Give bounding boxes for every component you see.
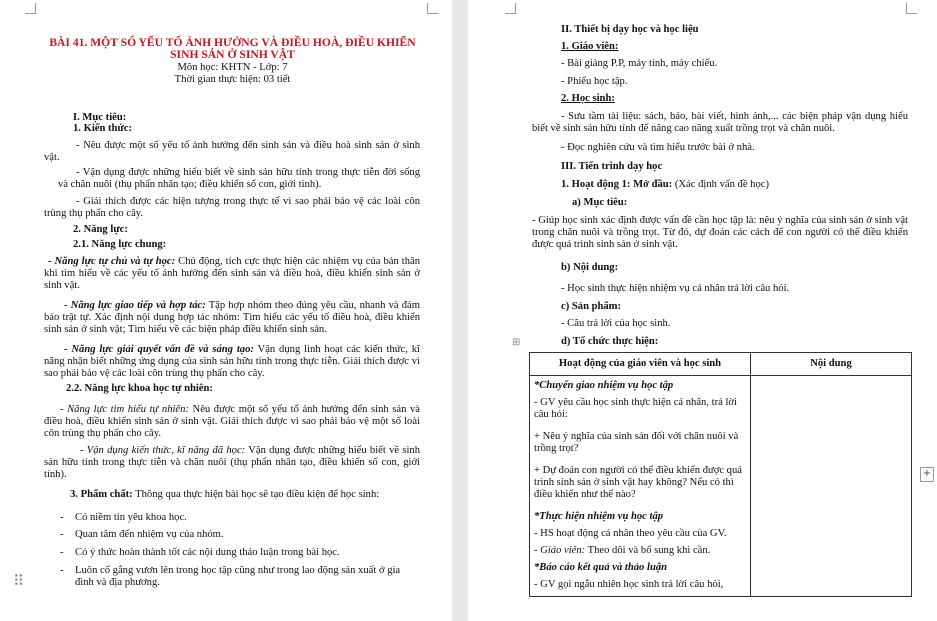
activity-heading: 1. Hoạt động 1: Mở đầu: (Xác định vấn đề học) [561, 179, 770, 190]
heading-student: 2. Học sinh: [561, 93, 615, 104]
product-text: - Câu trả lời của học sinh. [561, 318, 671, 329]
competence-item: - Vận dụng kiến thức, kĩ năng đã học: Vận dụng được những hiểu biết về sinh sản hữu tính trong thực tiễn và chăn nuôi (thụ phấn nhân tạo, điều khiển số con, giới tính). [44, 445, 420, 480]
heading-process: III. Tiến trình dạy học [561, 161, 663, 172]
heading-product: c) Sản phẩm: [561, 301, 622, 312]
crop-mark [505, 3, 516, 14]
task-heading: *Báo cáo kết quả và thảo luận [534, 562, 668, 573]
heading-goal: a) Mục tiêu: [572, 197, 628, 208]
activity-table [529, 352, 912, 597]
task-text: + Dự đoán con người có thể điều khiển được quá trình sinh sản ở sinh vật hay không? Nếu có thì điều khiển như thế nào? [534, 465, 742, 500]
task-heading: *Thực hiện nhiệm vụ học tập [534, 511, 664, 522]
competence-item: - Năng lực giao tiếp và hợp tác: Tập hợp nhóm theo đúng yêu cầu, nhanh và đảm bảo trật tự. Xác định nội dung hợp tác nhóm: Tìm hiểu các yếu tố điều hoà, điều khiển sinh sản ở sinh vật; Tìm hiểu về các biện pháp điều khiển sinh sản. [44, 300, 420, 335]
table-header-activity: Hoạt động của giáo viên và học sinh [530, 353, 751, 376]
table-move-icon[interactable]: ⊞ [512, 337, 521, 348]
quality-item: Quan tâm đến nhiệm vụ của nhóm. [75, 529, 224, 540]
task-text: - GV gọi ngẫu nhiên học sinh trả lời câu hỏi, [534, 579, 724, 590]
heading-equipment: II. Thiết bị dạy học và học liệu [561, 24, 699, 35]
add-row-button[interactable]: + [920, 467, 934, 482]
competence-item: - Năng lực tìm hiểu tự nhiên: Nêu được một số yếu tố ảnh hưởng đến sinh sản và điều hoà, điều khiển sinh sản ở sinh vật. Giải thích được vì sao phải bảo vệ một số loài côn trùng thụ phấn cho cây. [44, 404, 420, 439]
crop-mark [906, 3, 917, 14]
knowledge-item: - Vận dụng được những hiểu biết về sinh sản hữu tính trong thực tiễn đời sống và chăn nuôi (thụ phấn nhân tạo; điều khiển số con, giới tính). [58, 167, 420, 190]
subject-line: Môn học: KHTN - Lớp: 7 [177, 62, 288, 73]
equipment-item: - Đọc nghiên cứu và tìm hiểu trước bài ở nhà. [561, 142, 755, 153]
heading-organization: d) Tổ chức thực hiện: [561, 336, 659, 347]
heading-general-competence: 2.1. Năng lực chung: [73, 239, 167, 250]
list-dash: - [60, 547, 64, 558]
heading-objectives: I. Mục tiêu: [73, 112, 127, 123]
heading-knowledge: 1. Kiến thức: [73, 123, 133, 134]
task-text: + Nêu ý nghĩa của sinh sản đối với chăn nuôi và trồng trọt? [534, 431, 739, 454]
quality-item: Có niềm tin yêu khoa học. [75, 512, 187, 523]
task-heading: *Chuyển giao nhiệm vụ học tập [534, 380, 674, 391]
knowledge-item: - Giải thích được các hiện tượng trong thực tế vì sao phải bảo vệ các loài côn trùng thụ phấn cho cây. [44, 196, 420, 219]
list-dash: - [60, 529, 64, 540]
task-text: - Giáo viên: Theo dõi và bổ sung khi cần. [534, 545, 711, 556]
crop-mark [427, 3, 438, 14]
quality-item: Có ý thức hoàn thành tốt các nội dung thảo luận trong bài học. [75, 547, 340, 558]
duration-line: Thời gian thực hiện: 03 tiết [174, 74, 291, 85]
task-text: - HS hoạt động cá nhân theo yêu cầu của GV. [534, 528, 727, 539]
heading-qualities: 3. Phẩm chất: Thông qua thực hiện bài học sẽ tạo điều kiện để học sinh: [70, 489, 380, 500]
heading-competence: 2. Năng lực: [73, 224, 128, 235]
table-cell-content [751, 376, 912, 597]
table-cell-activity [530, 376, 751, 597]
list-dash: - [60, 565, 64, 576]
heading-teacher: 1. Giáo viên: [561, 41, 619, 52]
competence-item: - Năng lực giải quyết vấn đề và sáng tạo: Vận dụng linh hoạt các kiến thức, kĩ năng nhận biết những ứng dụng của sinh sản hữu tính trong thực tiễn. Giải thích được vì sao phải bảo vệ các loài côn trùng thụ phấn cho cây. [44, 344, 420, 379]
content-text: - Học sinh thực hiện nhiệm vụ cá nhân trả lời câu hỏi. [561, 283, 790, 294]
table-header-content: Nội dung [751, 353, 912, 376]
equipment-item: - Phiếu học tập. [561, 76, 628, 87]
quality-item: Luôn cố gắng vươn lên trong học tập cũng như trong lao động sản xuất ở gia đình và địa phương. [75, 565, 401, 588]
doc-title-line1: BÀI 41. MỘT SỐ YẾU TỐ ẢNH HƯỞNG VÀ ĐIỀU HOÀ, ĐIỀU KHIỂN [49, 36, 416, 49]
doc-title-line2: SINH SẢN Ở SINH VẬT [170, 48, 295, 61]
heading-content: b) Nội dung: [561, 262, 619, 273]
competence-item: - Năng lực tự chủ và tự học: Chủ động, tích cực thực hiện các nhiệm vụ của bản thân khi tìm hiểu về các yếu tố ảnh hưởng đến sinh sản và điều hoà, điều khiển sinh sản ở sinh vật. [44, 256, 420, 291]
page-gap [452, 0, 468, 621]
list-dash: - [60, 512, 64, 523]
drag-handle-icon[interactable]: ⠿ [13, 572, 24, 590]
task-text: - GV yêu cầu học sinh thực hiện cá nhân, trả lời câu hỏi: [534, 397, 737, 420]
crop-mark [25, 3, 36, 14]
knowledge-item: - Nêu được một số yếu tố ảnh hưởng đến sinh sản và điều hoà sinh sản ở sinh vật. [44, 140, 420, 163]
equipment-item: - Sưu tầm tài liệu: sách, báo, bài viết, hình ảnh,... các biện pháp vận dụng hiểu biết về sinh sản hữu tính để nâng cao năng xuất trồng trọt và chăn nuôi. [532, 111, 908, 134]
equipment-item: - Bài giảng P.P, máy tính, máy chiếu. [561, 58, 718, 69]
heading-science-competence: 2.2. Năng lực khoa học tự nhiên: [66, 383, 213, 394]
goal-text: - Giúp học sinh xác định được vấn đề cần học tập là: nêu ý nghĩa của sinh sản ở sinh vật trong chăn nuôi và trồng trọt. Từ đó, dự đoán các cách để con người có thể điều khiển được quá trình sinh sản ở sinh vật. [532, 215, 908, 250]
